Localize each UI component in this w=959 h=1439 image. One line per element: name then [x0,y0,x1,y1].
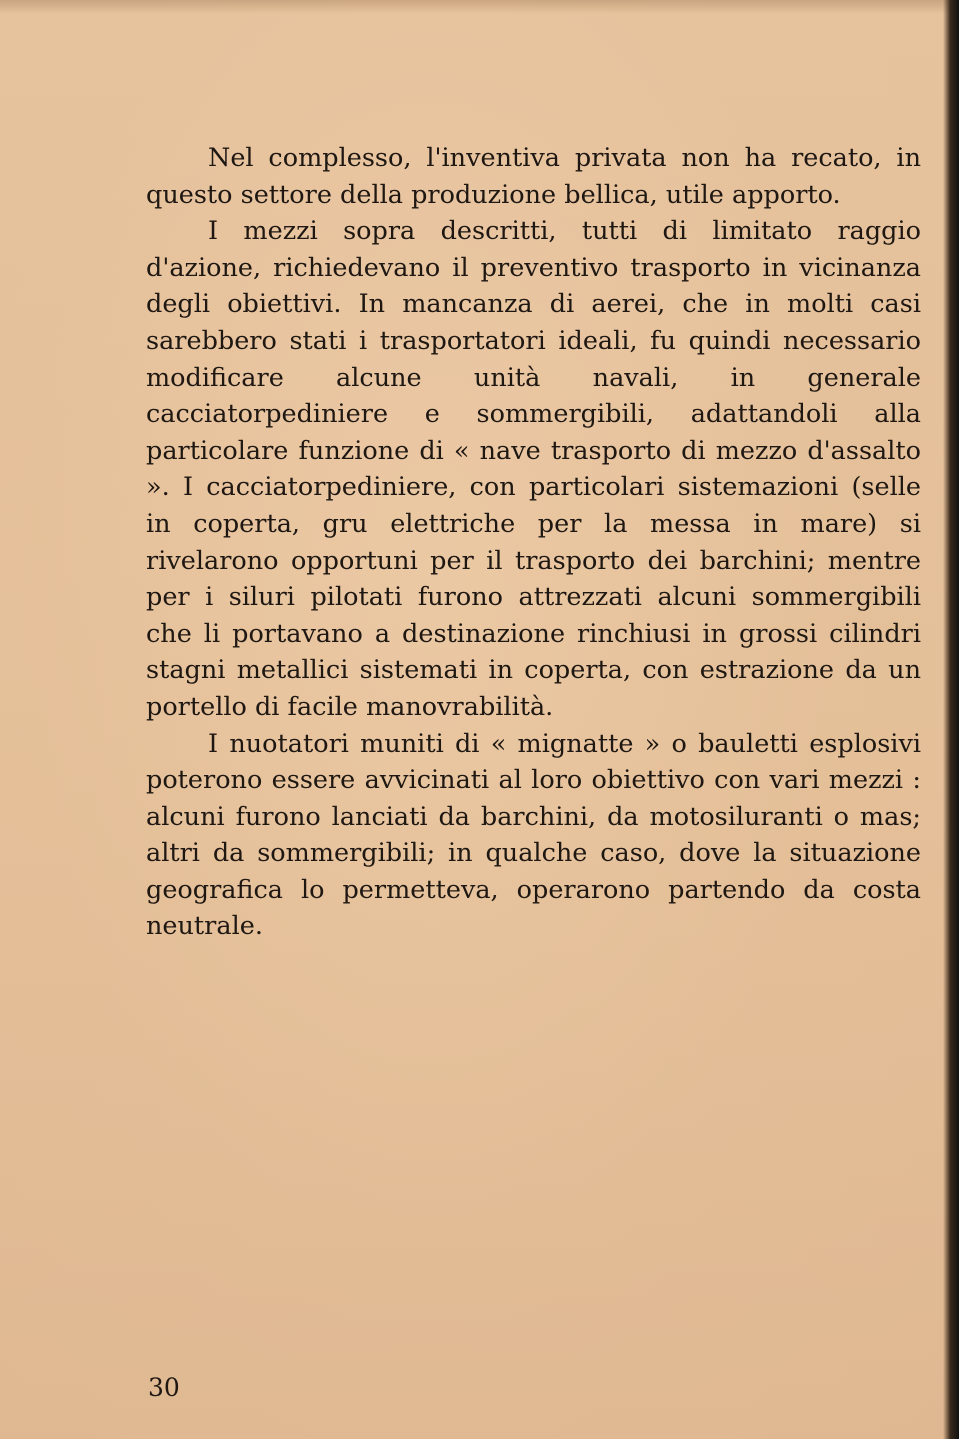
paragraph-2: I mezzi sopra descritti, tutti di limitato raggio d'azione, richiedevano il preventivo trasporto in vicinanza degli obiettivi. In mancanza di aerei, che in molti casi sarebbero stati i trasportatori ideali, fu quindi necessario modificare alcune unità navali, in generale cacciatorpediniere e sommergibili, adattandoli alla particolare funzione di « nave trasporto di mezzo d'assalto ». I cacciatorpediniere, con particolari sistemazioni (selle in coperta, gru elettriche per la messa in mare) si rivelarono opportuni per il trasporto dei barchini; mentre per i siluri pilotati furono attrezzati alcuni sommergibili che li portavano a destinazione rinchiusi in grossi cilindri stagni metallici sistemati in coperta, con estrazione da un portello di facile manovrabilità. [146,216,921,722]
page-binding-edge [943,0,959,1439]
paragraph-1: Nel complesso, l'inventiva privata non ha recato, in questo settore della produzione bellica, utile apporto. [146,143,921,210]
page-top-shadow [0,0,959,14]
page-number: 30 [148,1373,180,1402]
paragraph-3: I nuotatori muniti di « mignatte » o bauletti esplosivi poterono essere avvicinati al loro obiettivo con vari mezzi : alcuni furono lanciati da barchini, da motosiluranti o mas; altri da sommergibili; in qualche caso, dove la situazione geografica lo permetteva, operarono partendo da costa neutrale. [146,728,921,942]
body-text [146,140,921,945]
